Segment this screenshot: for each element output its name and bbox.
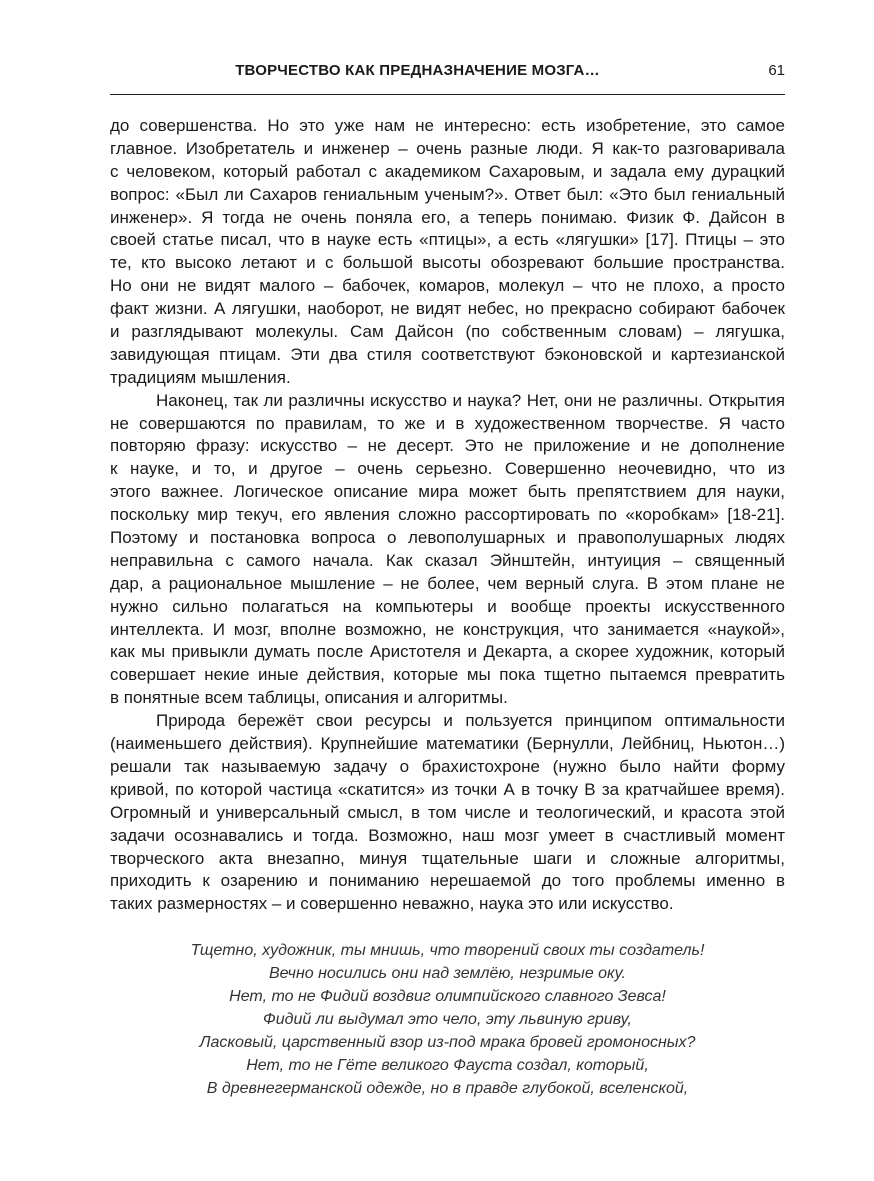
- poem-line: Тщетно, художник, ты мнишь, что творений своих ты создатель!: [190, 942, 705, 959]
- paragraph: [110, 710, 785, 916]
- text-line: повторяю фразу: искусство – не десерт. Это не приложение и не дополнение: [110, 436, 785, 456]
- poem-line: Фидий ли выдумал это чело, эту львиную гриву,: [263, 1011, 632, 1028]
- text-line: к науке, и то, и другое – очень серьезно. Совершенно неочевидно, что из: [110, 459, 785, 479]
- text-line: не совершаются по правилам, то же и в художественном творчестве. Я часто: [110, 413, 785, 433]
- text-line: задачи осознавались и тогда. Возможно, наш мозг умеет в счастливый момент: [110, 825, 785, 845]
- text-line: вопрос: «Был ли Сахаров гениальным ученым?». Ответ был: «Это был гениальный: [110, 184, 785, 204]
- text-line: Огромный и универсальный смысл, в том числе и теологический, и красота этой: [110, 802, 785, 822]
- text-line: инженер». Я тогда не очень поняла его, а теперь понимаю. Физик Ф. Дайсон в: [110, 207, 785, 227]
- running-title: ТВОРЧЕСТВО КАК ПРЕДНАЗНАЧЕНИЕ МОЗГА…: [235, 62, 600, 79]
- text-line: как мы привыкли думать после Аристотеля и Декарта, а скорее художник, который: [110, 642, 785, 662]
- text-line: этого важнее. Логическое описание мира может быть препятствием для науки,: [110, 482, 785, 502]
- text-line: поскольку мир текуч, его явления сложно рассортировать по «коробкам» [18-21].: [110, 505, 785, 525]
- page-number: 61: [768, 62, 785, 79]
- body-text: [110, 115, 785, 916]
- text-line: интеллекта. И мозг, вполне возможно, не конструкция, что занимается «наукой»,: [110, 619, 785, 639]
- text-line: своей статье писал, что в науке есть «птицы», а есть «лягушки» [17]. Птицы – это: [110, 230, 785, 250]
- text-line: традициям мышления.: [110, 367, 291, 387]
- text-line: факт жизни. А лягушки, наоборот, не видят небес, но прекрасно собирают бабочек: [110, 299, 785, 319]
- text-line: нужно сильно полагаться на компьютеры и вообще проекты искусственного: [110, 596, 785, 616]
- text-line: Наконец, так ли различны искусство и наука? Нет, они не различны. Открытия: [156, 390, 785, 410]
- poem-line: В древнегерманской одежде, но в правде глубокой, вселенской,: [206, 1080, 689, 1097]
- page-header: [110, 60, 785, 82]
- text-line: приходить к озарению и пониманию нерешаемой до того проблемы именно в: [110, 871, 785, 891]
- text-line: в понятные всем таблицы, описания и алгоритмы.: [110, 688, 508, 708]
- paragraph: [110, 390, 785, 710]
- text-line: решали так называемую задачу о брахистохроне (нужно было найти форму: [110, 756, 785, 776]
- poem-line: Нет, то не Гёте великого Фауста создал, который,: [246, 1057, 649, 1074]
- poem-excerpt: [110, 939, 785, 1100]
- text-line: Природа бережёт свои ресурсы и пользуется принципом оптимальности: [156, 711, 785, 731]
- text-line: таких размерностях – и совершенно неважно, наука это или искусство.: [110, 894, 674, 914]
- poem-line: Вечно носились они над землёю, незримые оку.: [269, 965, 626, 982]
- text-line: главное. Изобретатель и инженер – очень разные люди. Я как-то разговаривала: [110, 138, 785, 158]
- paragraph: [110, 115, 785, 390]
- text-line: творческого акта внезапно, минуя тщательные шаги и сложные алгоритмы,: [110, 848, 785, 868]
- text-line: до совершенства. Но это уже нам не интересно: есть изобретение, это самое: [110, 116, 785, 135]
- poem-line: Ласковый, царственный взор из-под мрака бровей громоносных?: [199, 1034, 696, 1051]
- text-line: дар, а рациональное мышление – не более, чем верный слуга. В этом плане не: [110, 573, 785, 593]
- text-line: и разглядывают молекулы. Сам Дайсон (по собственным словам) – лягушка,: [110, 322, 785, 342]
- header-rule: [110, 94, 785, 95]
- text-line: (наименьшего действия). Крупнейшие математики (Бернулли, Лейбниц, Ньютон…): [110, 734, 785, 754]
- text-line: неправильна с самого начала. Как сказал Эйнштейн, интуиция – священный: [110, 550, 785, 570]
- text-line: Но они не видят малого – бабочек, комаров, молекул – что не плохо, а просто: [110, 276, 785, 296]
- text-line: те, кто высоко летают и с большой высоты обозревают большие пространства.: [110, 253, 785, 273]
- text-line: кривой, по которой частица «скатится» из точки А в точку В за кратчайшее время).: [110, 779, 785, 799]
- text-line: завидующая птицам. Эти два стиля соответствуют бэконовской и картезианской: [110, 344, 785, 364]
- text-line: Поэтому и постановка вопроса о левополушарных и правополушарных людях: [110, 528, 785, 548]
- text-line: совершает некие иные действия, которые мы пока тщетно пытаемся превратить: [110, 665, 785, 685]
- text-line: с человеком, который работал с академиком Сахаровым, и задала ему дурацкий: [110, 161, 785, 181]
- poem-line: Нет, то не Фидий воздвиг олимпийского славного Зевса!: [229, 988, 666, 1005]
